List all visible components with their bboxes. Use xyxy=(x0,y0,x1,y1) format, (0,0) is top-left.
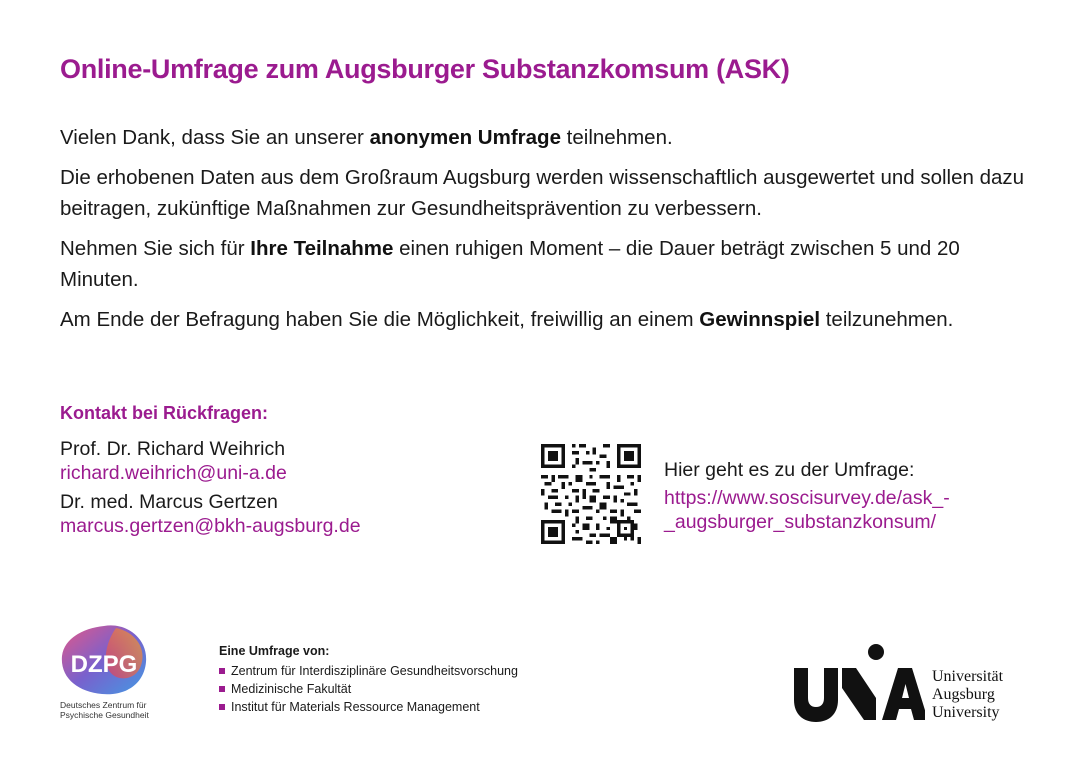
intro-paragraph-4 xyxy=(60,304,1030,335)
survey-block xyxy=(664,458,1004,534)
survey-label: Hier geht es zu der Umfrage: xyxy=(664,459,915,481)
intro-p4-end: teilzunehmen. xyxy=(820,308,954,331)
intro-p4-text: Am Ende der Befragung haben Sie die Möglichkeit, freiwillig an einem xyxy=(60,308,700,331)
contact-email-link[interactable]: marcus.gertzen@bkh-augsburg.de xyxy=(60,515,361,537)
intro-p3-end: einen ruhigen Moment – die Dauer beträgt zwischen 5 und 20 Minuten. xyxy=(60,237,960,291)
survey-link[interactable]: https://www.soscisurvey.de/ask_-_augsburger_substanzkonsum/ xyxy=(664,487,950,533)
bullet-icon xyxy=(219,686,225,692)
university-name-line: Universität xyxy=(932,668,1004,685)
university-logo-icon xyxy=(790,640,925,725)
intro-paragraph-3 xyxy=(60,233,1030,295)
dzpg-caption-line: Psychische Gesundheit xyxy=(60,710,149,720)
intro-p3-text: Nehmen Sie sich für xyxy=(60,237,251,260)
university-name-line: Augsburg xyxy=(932,686,995,703)
byline-item-label: Zentrum für Interdisziplinäre Gesundheitsvorschung xyxy=(231,664,518,678)
university-name xyxy=(932,668,1003,722)
intro-p1-bold: anonymen Umfrage xyxy=(369,126,561,149)
contact-name: Prof. Dr. Richard Weihrich xyxy=(60,438,286,460)
page-title: Online-Umfrage zum Augsburger Substanzkomsum (ASK) xyxy=(60,54,790,84)
byline-item xyxy=(219,698,518,716)
contact-heading: Kontakt bei Rückfragen: xyxy=(60,403,269,423)
dzpg-caption-line: Deutsches Zentrum für xyxy=(60,700,147,710)
intro-p1-end: teilnehmen. xyxy=(560,126,673,149)
university-name-line: University xyxy=(932,704,1000,721)
intro-p3-bold: Ihre Teilnahme xyxy=(250,237,394,260)
byline-item xyxy=(219,662,518,680)
intro-p1-text: Vielen Dank, dass Sie an unserer xyxy=(60,126,370,149)
bullet-icon xyxy=(219,668,225,674)
contact-block xyxy=(60,437,361,543)
byline-item-label: Medizinische Fakultät xyxy=(231,682,352,696)
byline-item-label: Institut für Materials Ressource Management xyxy=(231,700,480,714)
intro-p4-bold: Gewinnspiel xyxy=(699,308,821,331)
byline-block xyxy=(219,642,518,716)
bullet-icon xyxy=(219,704,225,710)
qr-code-icon[interactable] xyxy=(541,444,641,544)
dzpg-logo-text: DZPG xyxy=(70,651,138,678)
intro-paragraph-1 xyxy=(60,122,1030,153)
contact-name: Dr. med. Marcus Gertzen xyxy=(60,491,278,513)
contact-email-link[interactable]: richard.weihrich@uni-a.de xyxy=(60,462,287,484)
intro-paragraph-2 xyxy=(60,162,1030,224)
intro-p2-text: Die erhobenen Daten aus dem Großraum Augsburg werden wissenschaftlich ausgewertet und sollen dazu beitragen, zukünftige Maßnahmen zur Gesundheitsprävention zu verbessern. xyxy=(60,166,1025,220)
dzpg-caption xyxy=(60,700,149,720)
intro-text xyxy=(60,122,1030,344)
byline-item xyxy=(219,680,518,698)
byline-heading: Eine Umfrage von: xyxy=(219,644,330,658)
